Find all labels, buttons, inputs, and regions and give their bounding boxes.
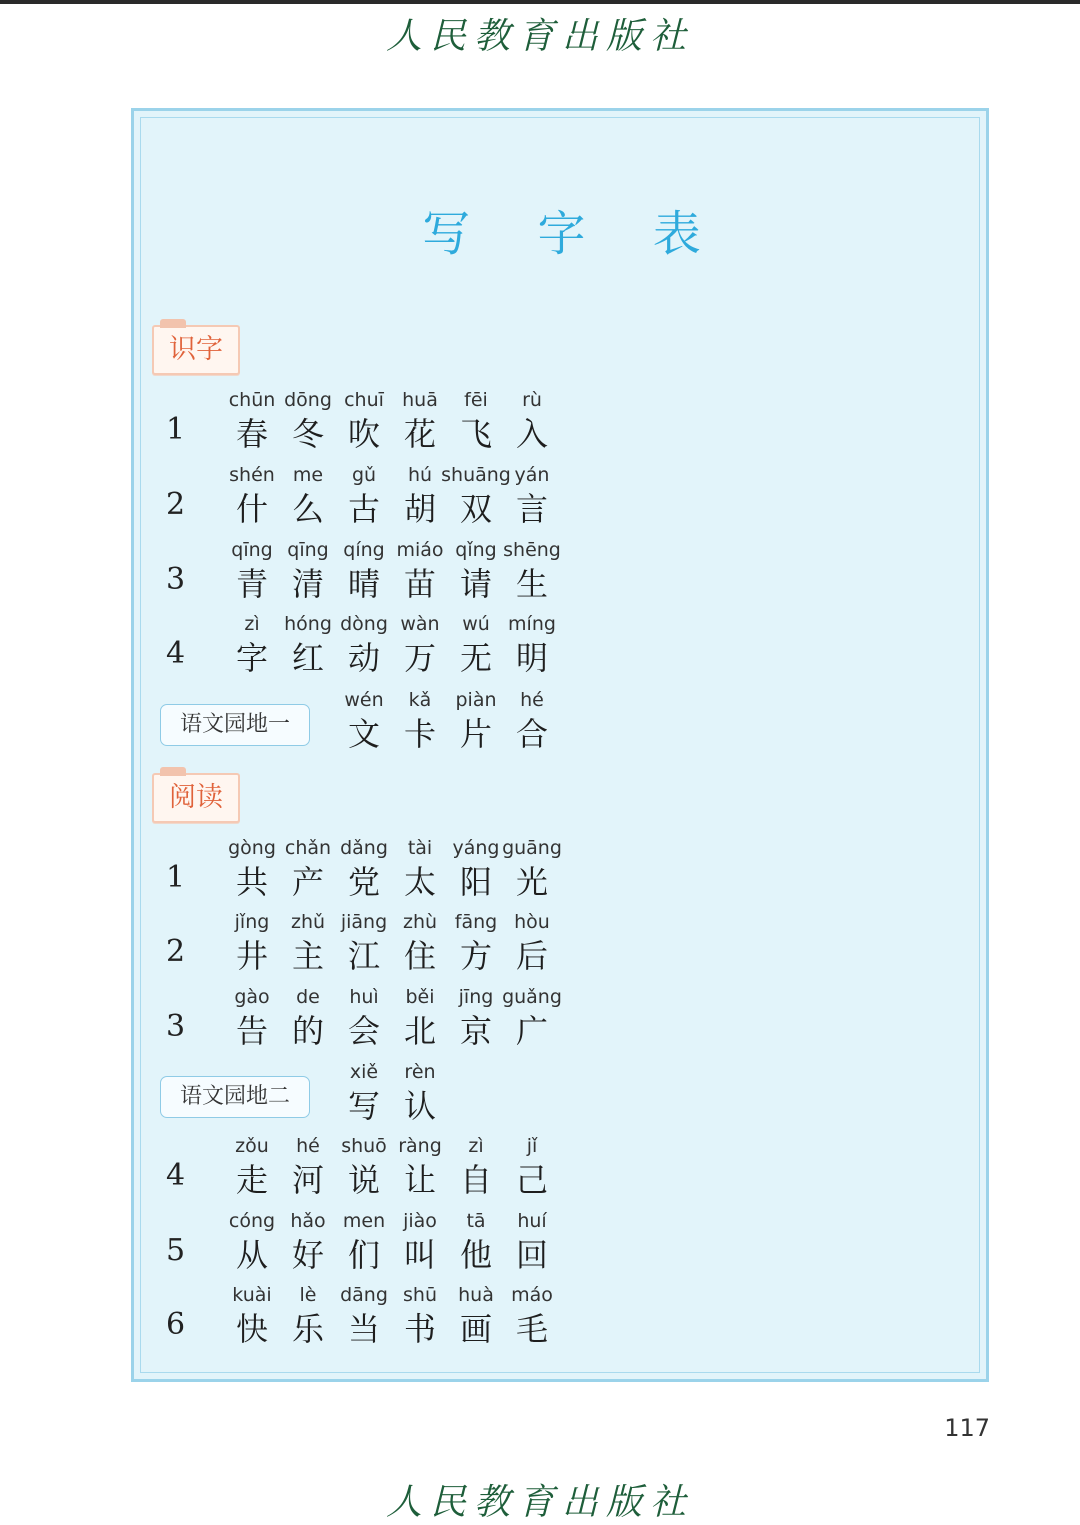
hanzi: 花 <box>403 415 436 453</box>
pinyin: jiāng <box>340 911 388 933</box>
pinyin: qíng <box>343 539 385 561</box>
hanzi: 请 <box>459 565 492 603</box>
hanzi: 冬 <box>291 415 324 453</box>
section-tag-yuedu <box>152 773 240 823</box>
row-number: 2 <box>166 934 186 969</box>
section-label: 识字 <box>169 334 223 365</box>
hanzi: 让 <box>403 1161 436 1199</box>
pinyin: zhù <box>402 911 438 933</box>
character-cell <box>504 1281 560 1349</box>
pinyin: shén <box>229 464 275 486</box>
pinyin: guǎng <box>502 986 562 1008</box>
pinyin: men <box>342 1210 386 1232</box>
pinyin: wú <box>462 613 490 635</box>
pinyin: yáng <box>452 837 500 859</box>
hanzi: 北 <box>403 1012 436 1050</box>
tag-clip-icon <box>160 767 186 776</box>
hanzi: 回 <box>515 1236 548 1274</box>
hanzi: 说 <box>347 1161 380 1199</box>
hanzi: 画 <box>459 1310 492 1348</box>
pinyin: piàn <box>455 689 497 711</box>
hanzi: 入 <box>515 415 548 453</box>
pinyin: wàn <box>400 613 440 635</box>
pinyin: zì <box>468 1135 484 1157</box>
hanzi: 古 <box>347 490 380 528</box>
pinyin: qīng <box>231 539 273 561</box>
hanzi: 生 <box>515 565 548 603</box>
pinyin: huā <box>402 389 438 411</box>
hanzi: 认 <box>403 1087 436 1125</box>
pinyin: chǎn <box>284 837 332 859</box>
pinyin: huì <box>349 986 379 1008</box>
hanzi: 毛 <box>515 1310 548 1348</box>
row-number: 1 <box>166 412 186 447</box>
pinyin: hé <box>520 689 544 711</box>
pinyin: dōng <box>284 389 332 411</box>
row-number: 1 <box>166 860 186 895</box>
publisher-footer: 人民教育出版社 <box>385 1482 694 1523</box>
pinyin: lè <box>299 1284 317 1306</box>
pinyin: hóng <box>284 613 332 635</box>
hanzi: 光 <box>515 863 548 901</box>
hanzi: 走 <box>235 1161 268 1199</box>
hanzi: 自 <box>459 1161 492 1199</box>
hanzi: 从 <box>235 1236 268 1274</box>
hanzi: 的 <box>291 1012 324 1050</box>
hanzi: 快 <box>235 1310 268 1348</box>
hanzi: 们 <box>347 1236 380 1274</box>
pinyin: zǒu <box>235 1135 269 1157</box>
hanzi: 字 <box>235 639 268 677</box>
hanzi: 乐 <box>291 1310 324 1348</box>
hanzi: 叫 <box>403 1236 436 1274</box>
pinyin: wén <box>344 689 384 711</box>
hanzi: 万 <box>403 639 436 677</box>
hanzi: 江 <box>347 937 380 975</box>
pinyin: gòng <box>228 837 276 859</box>
pinyin: míng <box>508 613 556 635</box>
section-label: 阅读 <box>169 782 223 813</box>
character-cell <box>392 1058 448 1126</box>
hanzi: 住 <box>403 937 436 975</box>
pinyin: chuī <box>344 389 384 411</box>
character-cell <box>504 686 560 754</box>
pinyin: huí <box>517 1210 547 1232</box>
pinyin: jǐng <box>234 911 270 933</box>
hanzi: 动 <box>347 639 380 677</box>
hanzi: 写 <box>347 1087 380 1125</box>
character-cell <box>504 908 560 976</box>
pinyin: qīng <box>287 539 329 561</box>
pinyin: de <box>296 986 320 1008</box>
hanzi: 合 <box>515 715 548 753</box>
row-number: 3 <box>166 1009 186 1044</box>
hanzi: 晴 <box>347 565 380 603</box>
pinyin: zì <box>244 613 260 635</box>
character-cell <box>504 983 560 1051</box>
pinyin: jǐ <box>526 1135 538 1157</box>
hanzi: 卡 <box>403 715 436 753</box>
hanzi: 井 <box>235 937 268 975</box>
pinyin: shuāng <box>441 464 511 486</box>
hanzi: 主 <box>291 937 324 975</box>
pinyin: kuài <box>232 1284 272 1306</box>
hanzi: 明 <box>515 639 548 677</box>
hanzi: 广 <box>515 1012 548 1050</box>
hanzi: 青 <box>235 565 268 603</box>
row-number: 4 <box>166 1158 186 1193</box>
hanzi: 当 <box>347 1310 380 1348</box>
hanzi: 河 <box>291 1161 324 1199</box>
character-cell <box>504 386 560 454</box>
pinyin: fēi <box>464 389 488 411</box>
pinyin: qǐng <box>455 539 497 561</box>
pinyin: gǔ <box>351 464 377 486</box>
hanzi: 双 <box>459 490 492 528</box>
pinyin: me <box>292 464 324 486</box>
hanzi: 好 <box>291 1236 324 1274</box>
publisher-header: 人民教育出版社 <box>385 16 694 57</box>
hanzi: 文 <box>347 715 380 753</box>
hanzi: 己 <box>515 1161 548 1199</box>
hanzi: 京 <box>459 1012 492 1050</box>
row-number: 4 <box>166 636 186 671</box>
pinyin: jīng <box>458 986 494 1008</box>
pinyin: hé <box>296 1135 320 1157</box>
hanzi: 他 <box>459 1236 492 1274</box>
pinyin: dòng <box>340 613 388 635</box>
page-number: 117 <box>944 1414 990 1442</box>
hanzi: 太 <box>403 863 436 901</box>
character-cell <box>504 461 560 529</box>
pinyin: tài <box>407 837 433 859</box>
section-tag-shizi <box>152 325 240 375</box>
garden-tag-1: 语文园地一 <box>160 704 310 746</box>
hanzi: 么 <box>291 490 324 528</box>
hanzi: 产 <box>291 863 324 901</box>
pinyin: máo <box>511 1284 553 1306</box>
pinyin: rù <box>522 389 542 411</box>
row-number: 2 <box>166 487 186 522</box>
pinyin: kǎ <box>408 689 432 711</box>
pinyin: shū <box>403 1284 437 1306</box>
pinyin: hòu <box>514 911 550 933</box>
hanzi: 党 <box>347 863 380 901</box>
pinyin: cóng <box>228 1210 276 1232</box>
row-number: 6 <box>166 1307 186 1342</box>
hanzi: 红 <box>291 639 324 677</box>
top-rule <box>0 0 1080 4</box>
pinyin: guāng <box>502 837 562 859</box>
character-cell <box>504 536 560 604</box>
hanzi: 后 <box>515 937 548 975</box>
pinyin: shēng <box>503 539 561 561</box>
hanzi: 飞 <box>459 415 492 453</box>
pinyin: huà <box>458 1284 494 1306</box>
row-number: 3 <box>166 562 186 597</box>
row-number: 5 <box>166 1233 186 1268</box>
hanzi: 言 <box>515 490 548 528</box>
pinyin: běi <box>405 986 435 1008</box>
pinyin: tā <box>466 1210 486 1232</box>
hanzi: 阳 <box>459 863 492 901</box>
hanzi: 片 <box>459 715 492 753</box>
pinyin: dāng <box>340 1284 388 1306</box>
hanzi: 书 <box>403 1310 436 1348</box>
tag-clip-icon <box>160 319 186 328</box>
character-cell <box>504 834 560 902</box>
pinyin: jiào <box>403 1210 437 1232</box>
hanzi: 吹 <box>347 415 380 453</box>
hanzi: 告 <box>235 1012 268 1050</box>
pinyin: hú <box>407 464 433 486</box>
pinyin: zhǔ <box>290 911 326 933</box>
garden-tag-2: 语文园地二 <box>160 1076 310 1118</box>
pinyin: chūn <box>228 389 276 411</box>
page-title: 写 字 表 <box>422 206 727 262</box>
pinyin: shuō <box>341 1135 387 1157</box>
character-cell <box>504 610 560 678</box>
pinyin: miáo <box>396 539 444 561</box>
hanzi: 苗 <box>403 565 436 603</box>
pinyin: fāng <box>454 911 498 933</box>
pinyin: ràng <box>398 1135 442 1157</box>
character-cell <box>504 1132 560 1200</box>
hanzi: 会 <box>347 1012 380 1050</box>
pinyin: rèn <box>404 1061 436 1083</box>
pinyin: gào <box>234 986 270 1008</box>
hanzi: 无 <box>459 639 492 677</box>
hanzi: 春 <box>235 415 268 453</box>
character-cell <box>504 1207 560 1275</box>
pinyin: dǎng <box>340 837 388 859</box>
hanzi: 胡 <box>403 490 436 528</box>
hanzi: 方 <box>459 937 492 975</box>
hanzi: 清 <box>291 565 324 603</box>
pinyin: xiě <box>349 1061 379 1083</box>
pinyin: yán <box>514 464 550 486</box>
hanzi: 共 <box>235 863 268 901</box>
pinyin: hǎo <box>290 1210 326 1232</box>
hanzi: 什 <box>235 490 268 528</box>
